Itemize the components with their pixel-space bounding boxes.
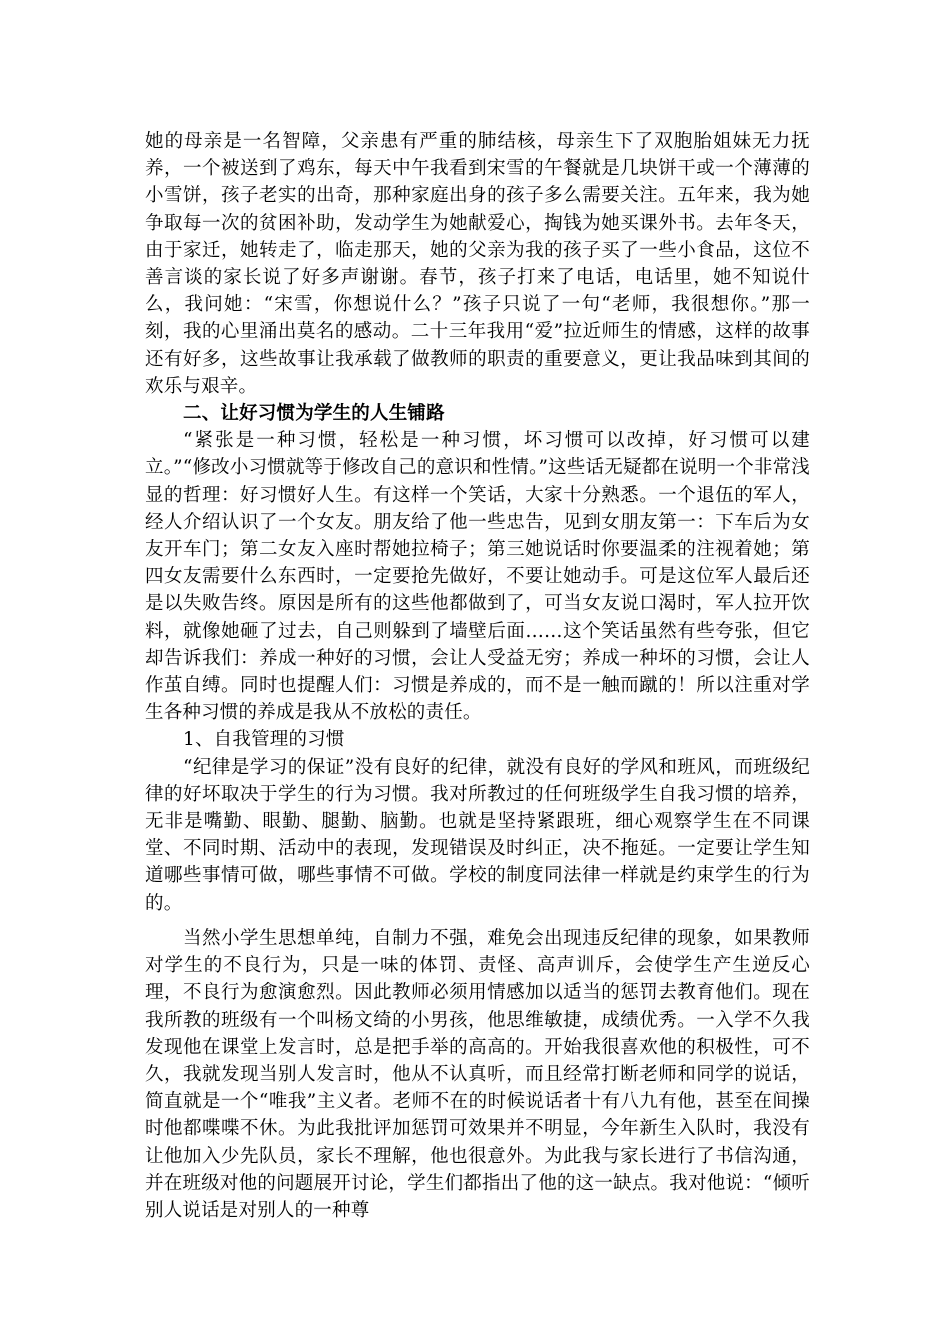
paragraph-habits-intro: “紧张是一种习惯，轻松是一种习惯，坏习惯可以改掉，好习惯可以建立。”“修改小习惯就等于修改自己的意识和性情。”这些话无疑都在说明一个非常浅显的哲理：好习惯好人生。有这样一个笑话，大家十分熟悉。一个退伍的军人，经人介绍认识了一个女友。朋友给了他一些忠告，见到女朋友第一：下车后为女友开车门；第二女友入座时帮她拉椅子；第三她说话时你要温柔的注视着她；第四女友需要什么东西时，一定要抢先做好，不要让她动手。可是这位军人最后还是以失败告终。原因是所有的这些他都做到了，可当女友说口渴时，军人拉开饮料，就像她砸了过去，自己则躲到了墙壁后面……这个笑话虽然有些夸张，但它却告诉我们：养成一种好的习惯，会让人受益无穷；养成一种坏的习惯，会让人作茧自缚。同时也提醒人们：习惯是养成的，而不是一触而蹴的！所以注重对学生各种习惯的养成是我从不放松的责任。 — [145, 430, 810, 724]
paragraph-discipline: “纪律是学习的保证”没有良好的纪律，就没有良好的学风和班风，而班级纪律的好坏取决于学生的行为习惯。我对所教过的任何班级学生自我习惯的培养，无非是嘴勤、眼勤、腿勤、脑勤。也就是坚持紧跟班，细心观察学生在不同课堂、不同时期、活动中的表现，发现错误及时纠正，决不拖延。一定要让学生知道哪些事情可做，哪些事情不可做。学校的制度同法律一样就是约束学生的行为的。 — [145, 756, 810, 914]
subsection-heading: 1、自我管理的习惯 — [183, 729, 345, 751]
paragraph-example: 当然小学生思想单纯，自制力不强，难免会出现违反纪律的现象，如果教师对学生的不良行为，只是一味的体罚、责怪、高声训斥，会使学生产生逆反心理，不良行为愈演愈烈。因此教师必须用情感加以适当的惩罚去教育他们。现在我所教的班级有一个叫杨文绮的小男孩，他思维敏捷，成绩优秀。一入学不久我发现他在课堂上发言时，总是把手举的高高的。开始我很喜欢他的积极性，可不久，我就发现当别人发言时，他从不认真听，而且经常打断老师和同学的说话，简直就是一个“唯我”主义者。老师不在的时候说话者十有八九有他，甚至在间操时他都喋喋不休。为此我批评加惩罚可效果并不明显，今年新生入队时，我没有让他加入少先队员，家长不理解，他也很意外。为此我与家长进行了书信沟通，并在班级对他的问题展开讨论，学生们都指出了他的这一缺点。我对他说：“倾听别人说话是对别人的一种尊 — [145, 927, 810, 1221]
document-page — [145, 128, 810, 1224]
section-heading: 二、让好习惯为学生的人生铺路 — [183, 403, 445, 425]
paragraph-continuation: 她的母亲是一名智障，父亲患有严重的肺结核，母亲生下了双胞胎姐妹无力抚养，一个被送到了鸡东，每天中午我看到宋雪的午餐就是几块饼干或一个薄薄的小雪饼，孩子老实的出奇，那种家庭出身的孩子多么需要关注。五年来，我为她争取每一次的贫困补助，发动学生为她献爱心，掏钱为她买课外书。去年冬天，由于家迁，她转走了，临走那天，她的父亲为我的孩子买了一些小食品，这位不善言谈的家长说了好多声谢谢。春节，孩子打来了电话，电话里，她不知说什么，我问她：“宋雪，你想说什么？”孩子只说了一句“老师，我很想你。”那一刻，我的心里涌出莫名的感动。二十三年我用“爱”拉近师生的情感，这样的故事还有好多，这些故事让我承载了做教师的职责的重要意义，更让我品味到其间的欢乐与艰辛。 — [145, 131, 810, 397]
